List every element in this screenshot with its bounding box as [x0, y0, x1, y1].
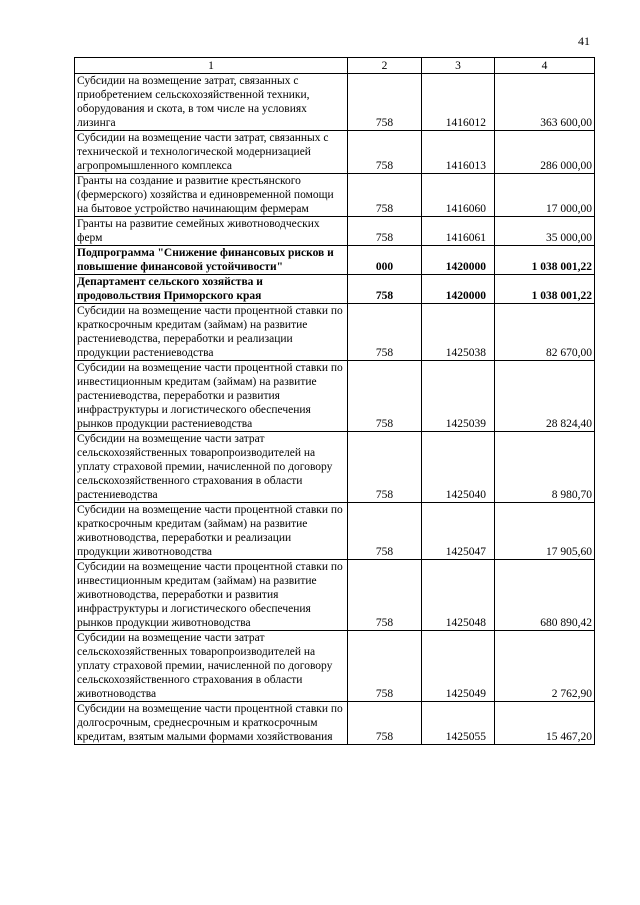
table-row	[75, 631, 595, 702]
column-header: 3	[422, 58, 495, 74]
row-amount: 680 890,42	[495, 560, 595, 631]
row-department-code: 758	[348, 560, 422, 631]
row-description: Субсидии на возмещение части процентной ставки по краткосрочным кредитам (займам) на развитие растениеводства, переработки и реализации продукции растениеводства	[75, 304, 348, 361]
row-department-code: 758	[348, 74, 422, 131]
department-row	[75, 275, 595, 304]
row-department-code: 758	[348, 631, 422, 702]
row-department-code: 758	[348, 275, 422, 304]
table-row	[75, 304, 595, 361]
row-target-code: 1416013	[422, 131, 495, 174]
table-row	[75, 217, 595, 246]
row-description: Гранты на развитие семейных животноводческих ферм	[75, 217, 348, 246]
row-target-code: 1425047	[422, 503, 495, 560]
row-target-code: 1425040	[422, 432, 495, 503]
row-description: Субсидии на возмещение затрат, связанных с приобретением сельскохозяйственной техники, оборудования и скота, в том числе на условиях лизинга	[75, 74, 348, 131]
row-amount: 28 824,40	[495, 361, 595, 432]
row-target-code: 1416061	[422, 217, 495, 246]
row-amount: 17 905,60	[495, 503, 595, 560]
row-department-code: 758	[348, 131, 422, 174]
table-row	[75, 74, 595, 131]
budget-table	[74, 57, 595, 745]
row-target-code: 1425049	[422, 631, 495, 702]
row-target-code: 1425038	[422, 304, 495, 361]
table-row	[75, 361, 595, 432]
row-description: Подпрограмма "Снижение финансовых рисков и повышение финансовой устойчивости"	[75, 246, 348, 275]
row-amount: 363 600,00	[495, 74, 595, 131]
row-department-code: 758	[348, 503, 422, 560]
row-department-code: 000	[348, 246, 422, 275]
table-row	[75, 503, 595, 560]
row-department-code: 758	[348, 174, 422, 217]
row-description: Субсидии на возмещение части затрат сельскохозяйственных товаропроизводителей на уплату страховой премии, начисленной по договору сельскохозяйственного страхования в области растениеводства	[75, 432, 348, 503]
row-target-code: 1425048	[422, 560, 495, 631]
row-target-code: 1416060	[422, 174, 495, 217]
row-description: Гранты на создание и развитие крестьянского (фермерского) хозяйства и единовременной помощи на бытовое устройство начинающим фермерам	[75, 174, 348, 217]
row-amount: 17 000,00	[495, 174, 595, 217]
row-amount: 82 670,00	[495, 304, 595, 361]
table-row	[75, 131, 595, 174]
table-row	[75, 560, 595, 631]
column-header: 1	[75, 58, 348, 74]
row-amount: 1 038 001,22	[495, 246, 595, 275]
column-header: 4	[495, 58, 595, 74]
subprogram-row	[75, 246, 595, 275]
row-amount: 2 762,90	[495, 631, 595, 702]
row-target-code: 1425055	[422, 702, 495, 745]
page-number: 41	[578, 34, 590, 48]
row-department-code: 758	[348, 304, 422, 361]
row-amount: 8 980,70	[495, 432, 595, 503]
row-description: Субсидии на возмещение части процентной ставки по долгосрочным, среднесрочным и краткосрочным кредитам, взятым малыми формами хозяйствования	[75, 702, 348, 745]
table-row	[75, 702, 595, 745]
row-target-code: 1420000	[422, 246, 495, 275]
table-row	[75, 432, 595, 503]
row-description: Субсидии на возмещение части процентной ставки по инвестиционным кредитам (займам) на развитие растениеводства, переработки и развития инфраструктуры и логистического обеспечения рынков продукции растениеводства	[75, 361, 348, 432]
row-department-code: 758	[348, 702, 422, 745]
table-row	[75, 174, 595, 217]
row-amount: 286 000,00	[495, 131, 595, 174]
row-department-code: 758	[348, 432, 422, 503]
table-header-row	[75, 58, 595, 74]
column-header: 2	[348, 58, 422, 74]
row-description: Субсидии на возмещение части процентной ставки по инвестиционным кредитам (займам) на развитие животноводства, переработки и развития инфраструктуры и логистического обеспечения рынков продукции животноводства	[75, 560, 348, 631]
row-description: Департамент сельского хозяйства и продовольствия Приморского края	[75, 275, 348, 304]
row-description: Субсидии на возмещение части затрат сельскохозяйственных товаропроизводителей на уплату страховой премии, начисленной по договору сельскохозяйственного страхования в области животноводства	[75, 631, 348, 702]
row-amount: 1 038 001,22	[495, 275, 595, 304]
row-amount: 15 467,20	[495, 702, 595, 745]
row-amount: 35 000,00	[495, 217, 595, 246]
row-target-code: 1416012	[422, 74, 495, 131]
row-target-code: 1425039	[422, 361, 495, 432]
row-department-code: 758	[348, 361, 422, 432]
row-target-code: 1420000	[422, 275, 495, 304]
row-description: Субсидии на возмещение части процентной ставки по краткосрочным кредитам (займам) на развитие животноводства, переработки и реализации продукции животноводства	[75, 503, 348, 560]
row-department-code: 758	[348, 217, 422, 246]
row-description: Субсидии на возмещение части затрат, связанных с технической и технологической модернизацией агропромышленного комплекса	[75, 131, 348, 174]
